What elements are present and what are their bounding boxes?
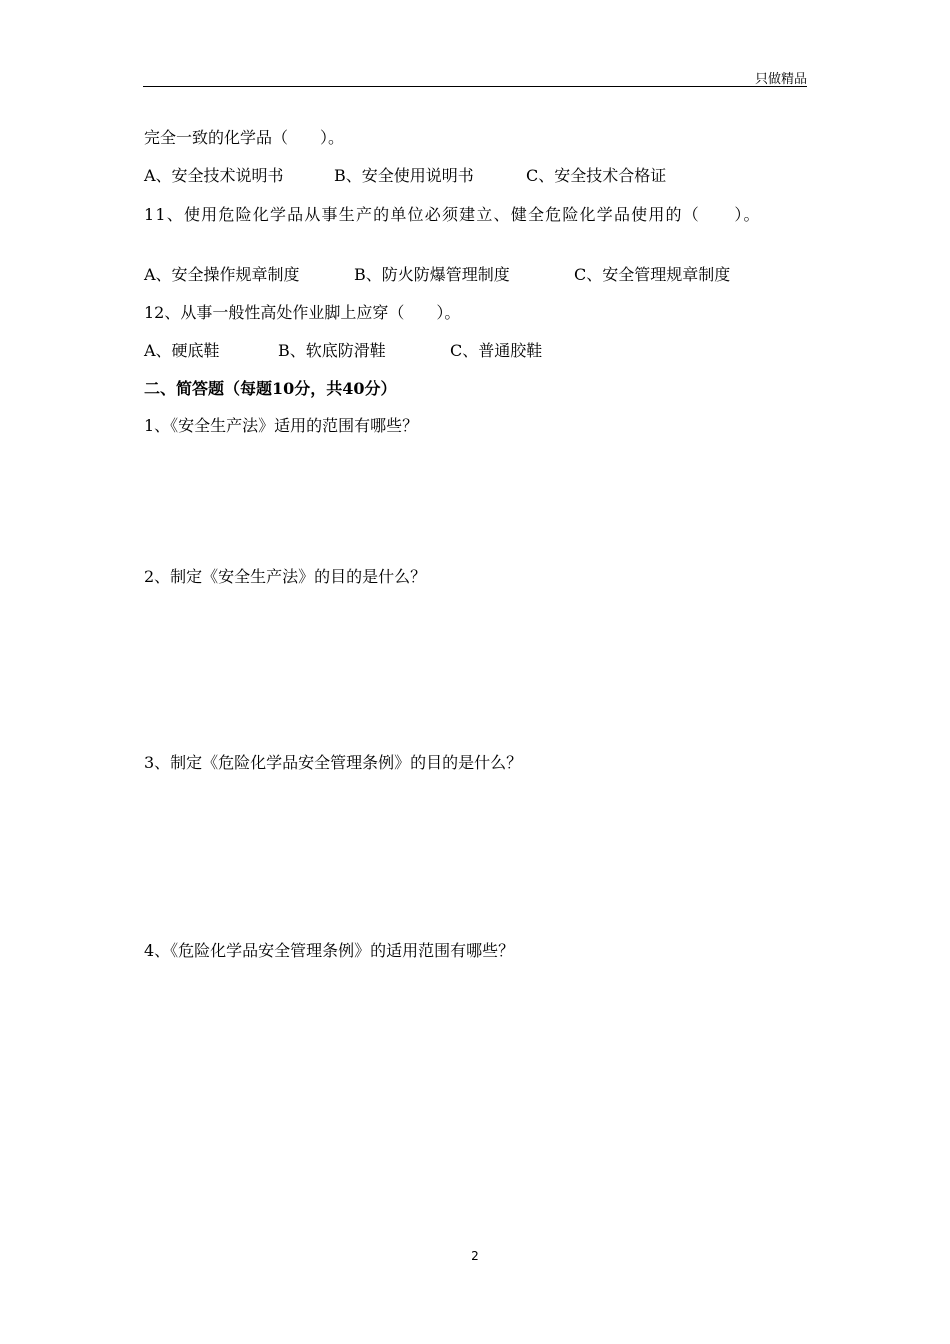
- option-c: C、普通胶鞋: [450, 341, 543, 360]
- question-10-continuation: 完全一致的化学品（ ）。: [144, 128, 345, 147]
- question-12-options: [144, 340, 542, 362]
- short-question-4: 4、《危险化学品安全管理条例》的适用范围有哪些？: [144, 941, 515, 960]
- option-c: C、安全管理规章制度: [574, 265, 731, 284]
- question-10-options: [144, 165, 666, 187]
- short-question-2: 2、制定《安全生产法》的目的是什么？: [144, 567, 427, 586]
- option-b: B、防火防爆管理制度: [354, 265, 510, 284]
- question-11-options: [144, 264, 730, 286]
- question-12: 12、从事一般性高处作业脚上应穿（ ）。: [144, 303, 461, 322]
- option-c: C、安全技术合格证: [526, 166, 667, 185]
- option-b: B、安全使用说明书: [334, 166, 474, 185]
- option-b: B、软底防滑鞋: [278, 341, 386, 360]
- header-rule: [143, 86, 807, 87]
- header-text: 只做精品: [754, 72, 807, 87]
- short-question-3: 3、制定《危险化学品安全管理条例》的目的是什么？: [144, 753, 523, 772]
- option-a: A、硬底鞋: [144, 341, 220, 360]
- page-number: 2: [471, 1249, 479, 1263]
- section-2-title: 二、简答题（每题10分，共40分）: [144, 379, 397, 398]
- short-question-1: 1、《安全生产法》适用的范围有哪些？: [144, 416, 419, 435]
- question-11: 11、使用危险化学品从事生产的单位必须建立、健全危险化学品使用的（ ）。: [144, 205, 761, 224]
- option-a: A、安全技术说明书: [144, 166, 284, 185]
- option-a: A、安全操作规章制度: [144, 265, 300, 284]
